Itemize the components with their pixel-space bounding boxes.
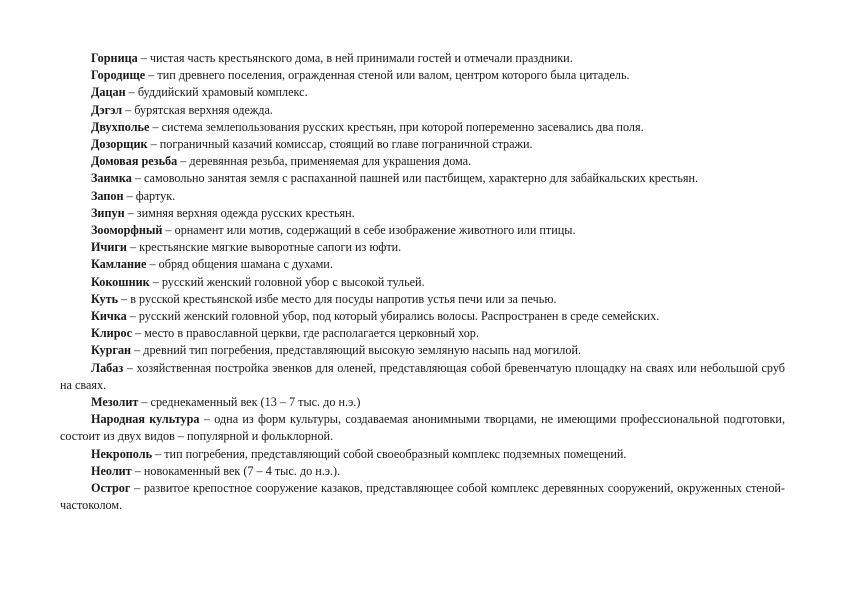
- glossary-definition: – система землепользования русских крестьян, при которой попеременно засевались два поля.: [149, 119, 644, 134]
- glossary-entry: [60, 463, 785, 480]
- glossary-term: Клирос: [91, 326, 132, 341]
- glossary-term: Заимка: [91, 171, 132, 186]
- glossary-entry: [60, 136, 785, 153]
- glossary-definition: – крестьянские мягкие выворотные сапоги из юфти.: [126, 240, 402, 255]
- glossary-definition: – одна из форм культуры, создаваемая анонимными творцами, не имеющими профессиональной подготовки, состоит из двух видов – популярной и фольклорной.: [60, 412, 786, 444]
- glossary-definition: – развитое крепостное сооружение казаков, представляющее собой комплекс деревянных сооружений, окруженных стеной-частоколом.: [60, 481, 785, 513]
- glossary-entry: [60, 360, 785, 394]
- glossary-definition: – зимняя верхняя одежда русских крестьян.: [124, 205, 355, 220]
- glossary-definition: – новокаменный век (7 – 4 тыс. до н.э.).: [131, 463, 341, 478]
- glossary-term: Двухполье: [91, 119, 150, 134]
- glossary-term: Дэгэл: [91, 102, 123, 117]
- glossary-definition: – пограничный казачий комиссар, стоящий во главе пограничной стражи.: [147, 137, 533, 152]
- glossary-definition: – тип древнего поселения, огражденная стеной или валом, центром которого была цитадель.: [145, 68, 630, 83]
- glossary-entry: [60, 291, 785, 308]
- glossary-definition: – орнамент или мотив, содержащий в себе изображение животного или птицы.: [162, 223, 576, 238]
- glossary-entry: [60, 153, 785, 170]
- glossary-term: Народная культура: [91, 412, 200, 427]
- glossary-entry: [60, 411, 785, 445]
- glossary-definition: – тип погребения, представляющий собой своеобразный комплекс подземных помещений.: [152, 446, 627, 461]
- glossary-term: Камлание: [91, 257, 147, 272]
- glossary-entry: [60, 50, 785, 67]
- glossary-entry: [60, 274, 785, 291]
- glossary-term: Запон: [91, 188, 124, 203]
- glossary-term: Домовая резьба: [91, 154, 178, 169]
- glossary-entry: [60, 119, 785, 136]
- glossary-entry: [60, 222, 785, 239]
- glossary-entry: [60, 325, 785, 342]
- glossary-definition: – буддийский храмовый комплекс.: [125, 85, 308, 100]
- glossary-definition: – русский женский головной убор с высокой тульей.: [149, 274, 425, 289]
- glossary-entry: [60, 394, 785, 411]
- glossary-entry: [60, 239, 785, 256]
- glossary-term: Острог: [91, 481, 131, 496]
- glossary-definition: – в русской крестьянской избе место для посуды напротив устья печи или за печью.: [118, 291, 557, 306]
- glossary-term: Дацан: [91, 85, 126, 100]
- glossary-entry: [60, 170, 785, 187]
- glossary-entry: [60, 308, 785, 325]
- glossary-term: Некрополь: [91, 446, 153, 461]
- glossary-definition: – хозяйственная постройка эвенков для оленей, представляющая собой бревенчатую площадку на сваях или небольшой сруб на сваях.: [60, 360, 785, 392]
- glossary-term: Горница: [91, 51, 138, 65]
- glossary-term: Лабаз: [91, 360, 124, 375]
- glossary-entry: [60, 342, 785, 359]
- glossary-definition: – фартук.: [123, 188, 176, 203]
- glossary-list: [60, 50, 785, 514]
- glossary-term: Куть: [91, 291, 119, 306]
- glossary-entry: [60, 67, 785, 84]
- glossary-definition: – деревянная резьба, применяемая для украшения дома.: [177, 154, 472, 169]
- glossary-entry: [60, 205, 785, 222]
- glossary-term: Городище: [91, 68, 146, 83]
- glossary-term: Курган: [91, 343, 132, 358]
- glossary-term: Зооморфный: [91, 223, 163, 238]
- glossary-entry: [60, 446, 785, 463]
- glossary-entry: [60, 256, 785, 273]
- glossary-entry: [60, 102, 785, 119]
- glossary-definition: – среднекаменный век (13 – 7 тыс. до н.э.): [138, 395, 361, 410]
- glossary-definition: – чистая часть крестьянского дома, в ней принимали гостей и отмечали праздники.: [137, 51, 573, 65]
- glossary-term: Ичиги: [91, 240, 127, 255]
- glossary-term: Дозорщик: [91, 137, 148, 152]
- glossary-term: Зипун: [91, 205, 125, 220]
- glossary-term: Кокошник: [91, 274, 150, 289]
- glossary-definition: – древний тип погребения, представляющий высокую земляную насыпь над могилой.: [131, 343, 582, 358]
- glossary-term: Кичка: [91, 309, 127, 324]
- glossary-definition: – русский женский головной убор, под который убирались волосы. Распространен в среде семейских.: [126, 309, 660, 324]
- glossary-definition: – место в православной церкви, где располагается церковный хор.: [131, 326, 479, 341]
- glossary-definition: – бурятская верхняя одежда.: [122, 102, 273, 117]
- glossary-entry: [60, 188, 785, 205]
- glossary-entry: [60, 84, 785, 101]
- glossary-definition: – самовольно занятая земля с распаханной пашней или пастбищем, характерно для забайкальских крестьян.: [131, 171, 699, 186]
- glossary-term: Мезолит: [91, 395, 139, 410]
- glossary-definition: – обряд общения шамана с духами.: [146, 257, 333, 272]
- glossary-entry: [60, 480, 785, 514]
- glossary-term: Неолит: [91, 463, 132, 478]
